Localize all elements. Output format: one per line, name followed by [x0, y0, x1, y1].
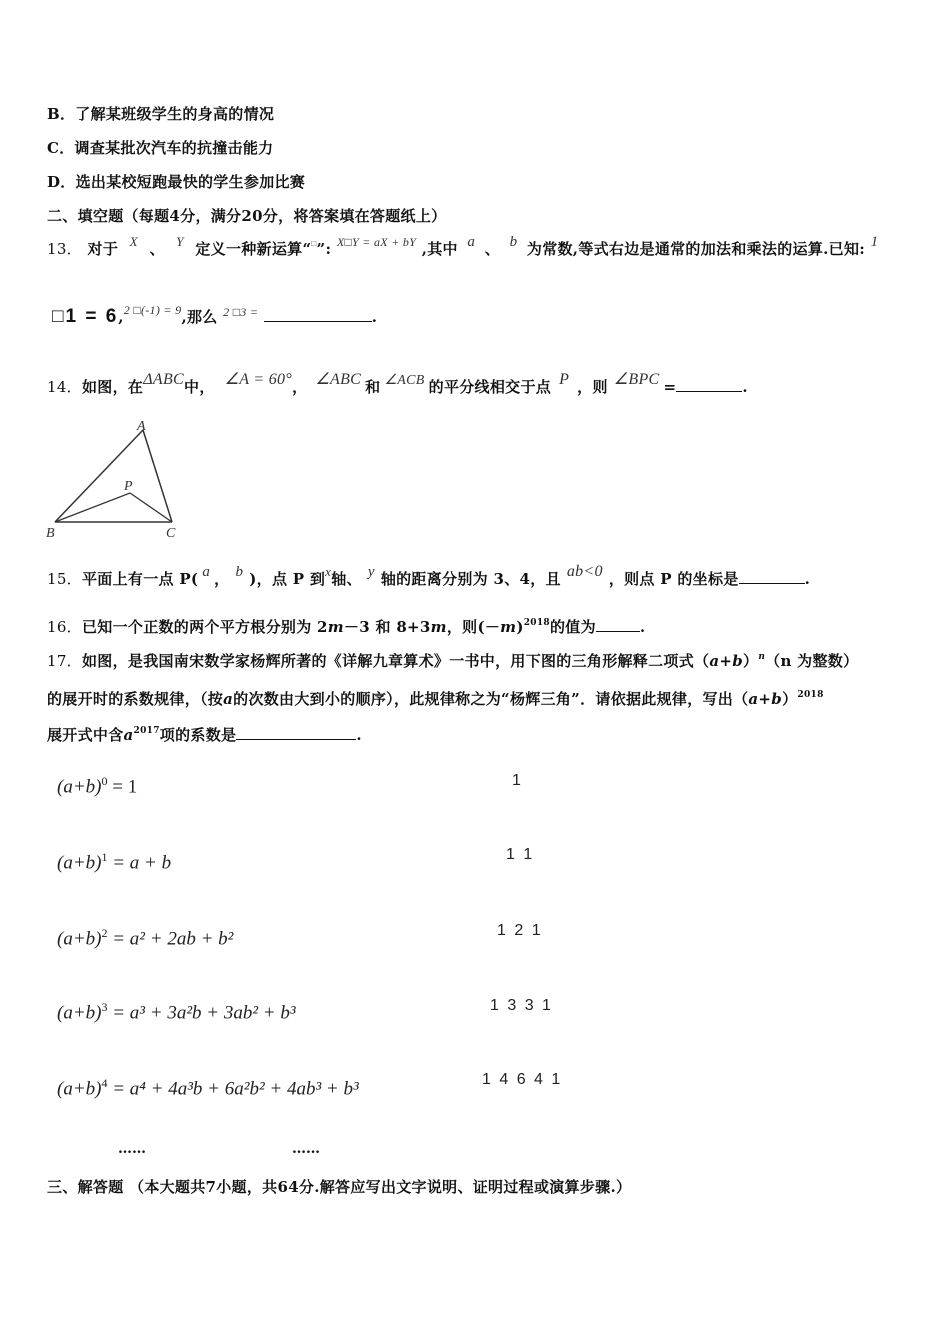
math-a: a — [467, 234, 476, 250]
text: 如图，在 — [82, 378, 144, 396]
triangle-figure — [40, 416, 190, 546]
text: . — [356, 726, 362, 744]
question-16 — [47, 616, 645, 637]
expansion-lhs: (a+b) — [57, 776, 102, 798]
expansion-power: 1 — [101, 850, 108, 864]
text: , — [118, 308, 124, 326]
text: 的平分线相交于点 — [428, 378, 552, 396]
text: ， — [214, 570, 230, 588]
question-17-line-1 — [47, 650, 858, 671]
question-number: 13． — [47, 240, 82, 258]
text: ,那么 — [181, 308, 218, 326]
vertex-label-c: C — [166, 526, 176, 541]
triangle-row-0: 1 — [512, 772, 521, 789]
text: 为常数,等式右边是通常的加法和乘法的运算.已知: — [526, 240, 866, 258]
text: 的次数由大到小的顺序），此规律称之为“杨辉三角”．请依据此规律，写出（ — [233, 690, 749, 708]
math-a: a — [123, 726, 134, 744]
text: = — [663, 378, 677, 396]
question-number: 16． — [47, 618, 82, 636]
section-2-heading: 二、填空题（每题4分，满分20分，将答案填在答题纸上） — [47, 207, 447, 225]
exponent-n: n — [758, 652, 766, 662]
option-b — [47, 103, 274, 124]
text: －3 和 8+3 — [343, 618, 431, 636]
text: ”: — [316, 240, 332, 258]
expansion-lhs: (a+b) — [57, 1078, 102, 1100]
text: （n 为整数） — [765, 652, 859, 670]
triangle-row-4: 1 4 6 4 1 — [482, 1071, 563, 1088]
bisector-cp — [130, 493, 172, 522]
text: 如图，是我国南宋数学家杨辉所著的《详解九章算术》一书中，用下图的三角形解释二项式（ — [82, 652, 710, 670]
question-13-line-1 — [47, 234, 879, 259]
expansion-rhs: = a⁴ + 4a³b + 6a²b² + 4ab³ + b³ — [112, 1078, 359, 1100]
text: 对于 — [87, 240, 119, 258]
triangle-row-1: 1 1 — [506, 846, 535, 863]
expansion-power: 4 — [101, 1076, 108, 1090]
question-17-line-3 — [47, 724, 362, 745]
triangle-row-2: 1 2 1 — [497, 922, 543, 939]
text: 和 — [365, 378, 381, 396]
math-x: x — [325, 564, 332, 579]
text: 中， — [184, 378, 215, 396]
text: ,其中 — [421, 240, 458, 258]
text: 轴、 — [331, 570, 362, 588]
expansion-rhs: = 1 — [112, 776, 138, 798]
math-triangle: ΔABC — [143, 371, 185, 388]
option-letter: B． — [47, 105, 76, 123]
math-a-plus-b: a+b — [748, 690, 783, 708]
text: 、 — [149, 240, 165, 258]
text: 已知一个正数的两个平方根分别为 2 — [82, 618, 328, 636]
text: . — [371, 308, 378, 326]
expansion-lhs: (a+b) — [57, 852, 102, 874]
exponent: 2018 — [797, 690, 824, 700]
math-angle-bpc: ∠BPC — [613, 371, 660, 388]
answer-blank[interactable] — [739, 569, 805, 584]
text: 定义一种新运算“ — [195, 240, 312, 258]
option-text: 了解某班级学生的身高的情况 — [75, 105, 275, 123]
ellipsis-right: …… — [292, 1141, 320, 1157]
question-number: 17． — [47, 652, 82, 670]
condition-2: 2 □(-1) = 9 — [123, 303, 182, 317]
math-angle-a: ∠A = 60° — [224, 371, 293, 388]
expansion-lhs: (a+b) — [57, 1002, 102, 1024]
text: ， — [292, 378, 308, 396]
text: ，则 — [577, 378, 608, 396]
math-point-p: P — [559, 371, 570, 388]
math-m: m — [327, 618, 344, 636]
expansion-row-4 — [57, 1076, 359, 1100]
option-letter: D． — [47, 173, 76, 191]
answer-blank[interactable] — [264, 307, 372, 322]
text: ) — [516, 618, 524, 636]
exponent: 2017 — [133, 726, 160, 736]
expansion-power: 3 — [101, 1000, 108, 1014]
text: )，点 P 到 — [249, 570, 326, 588]
text: 平面上有一点 P( — [82, 570, 199, 588]
expansion-row-2 — [57, 926, 233, 950]
text: 展开式中含 — [47, 726, 124, 744]
vertex-label-b: B — [46, 526, 55, 541]
expansion-rhs: = a³ + 3a²b + 3ab² + b³ — [112, 1002, 296, 1024]
answer-blank[interactable] — [596, 617, 640, 632]
question-number: 14． — [47, 378, 82, 396]
expansion-power: 0 — [101, 774, 108, 788]
math-y: y — [367, 564, 375, 580]
expansion-row-1 — [57, 850, 171, 874]
math-x: X — [129, 234, 138, 249]
text: 的值为 — [549, 618, 596, 636]
exponent: 2018 — [523, 618, 550, 628]
question-17-line-2 — [47, 688, 824, 709]
question-13-line-2 — [52, 303, 378, 328]
text: . — [804, 570, 811, 588]
triangle-row-3: 1 3 3 1 — [490, 997, 553, 1014]
operation-definition: X□Y = aX + bY — [336, 235, 417, 249]
expansion-power: 2 — [101, 926, 108, 940]
math-b: b — [509, 234, 518, 250]
expansion-row-3 — [57, 1000, 296, 1024]
question-expression: 2 □3 = — [223, 305, 259, 319]
math-m: m — [500, 618, 517, 636]
vertex-label-a: A — [137, 419, 146, 434]
expansion-rhs: = a² + 2ab + b² — [112, 928, 234, 950]
math-one: 1 — [870, 234, 879, 250]
text: ，则点 P 的坐标是 — [608, 570, 739, 588]
text: 的展开时的系数规律，（按 — [47, 690, 224, 708]
text: ） — [782, 690, 798, 708]
text: 、 — [484, 240, 501, 258]
text: 项的系数是 — [159, 726, 237, 744]
text: ） — [743, 652, 759, 670]
operator-symbol: □ — [311, 239, 317, 248]
text: ，则(－ — [446, 618, 501, 636]
text: . — [639, 618, 646, 636]
question-number: 15． — [47, 570, 82, 588]
text: 轴的距离分别为 3、4，且 — [380, 570, 561, 588]
text: . — [742, 378, 748, 396]
option-d — [47, 171, 305, 192]
expansion-lhs: (a+b) — [57, 928, 102, 950]
option-text: 调查某批次汽车的抗撞击能力 — [74, 139, 274, 157]
option-letter: C． — [47, 139, 75, 157]
math-a: a — [223, 690, 234, 708]
condition-1: □1 = 6 — [52, 306, 119, 327]
answer-blank[interactable] — [676, 377, 742, 392]
option-text: 选出某校短跑最快的学生参加比赛 — [75, 173, 306, 191]
question-14 — [47, 371, 748, 397]
expansion-rhs: = a + b — [112, 852, 172, 874]
side-ab — [55, 430, 143, 522]
expansion-row-0 — [57, 774, 137, 798]
point-label-p: P — [124, 479, 133, 494]
bisector-bp — [55, 493, 130, 522]
math-angle-acb: ∠ACB — [384, 373, 425, 388]
math-angle-abc: ∠ABC — [315, 371, 362, 388]
math-a: a — [202, 564, 211, 580]
math-y: Y — [176, 234, 184, 249]
math-b: b — [235, 564, 244, 580]
section-3-heading: 三、解答题 （本大题共7小题，共64分.解答应写出文字说明、证明过程或演算步骤.） — [47, 1178, 632, 1196]
side-ac — [143, 430, 172, 522]
option-c — [47, 137, 273, 158]
math-a-plus-b: a+b — [709, 652, 743, 670]
ellipsis-left: …… — [118, 1141, 146, 1157]
math-m: m — [430, 618, 447, 636]
math-condition: ab<0 — [566, 563, 603, 580]
answer-blank[interactable] — [236, 725, 356, 740]
question-15 — [47, 563, 811, 589]
